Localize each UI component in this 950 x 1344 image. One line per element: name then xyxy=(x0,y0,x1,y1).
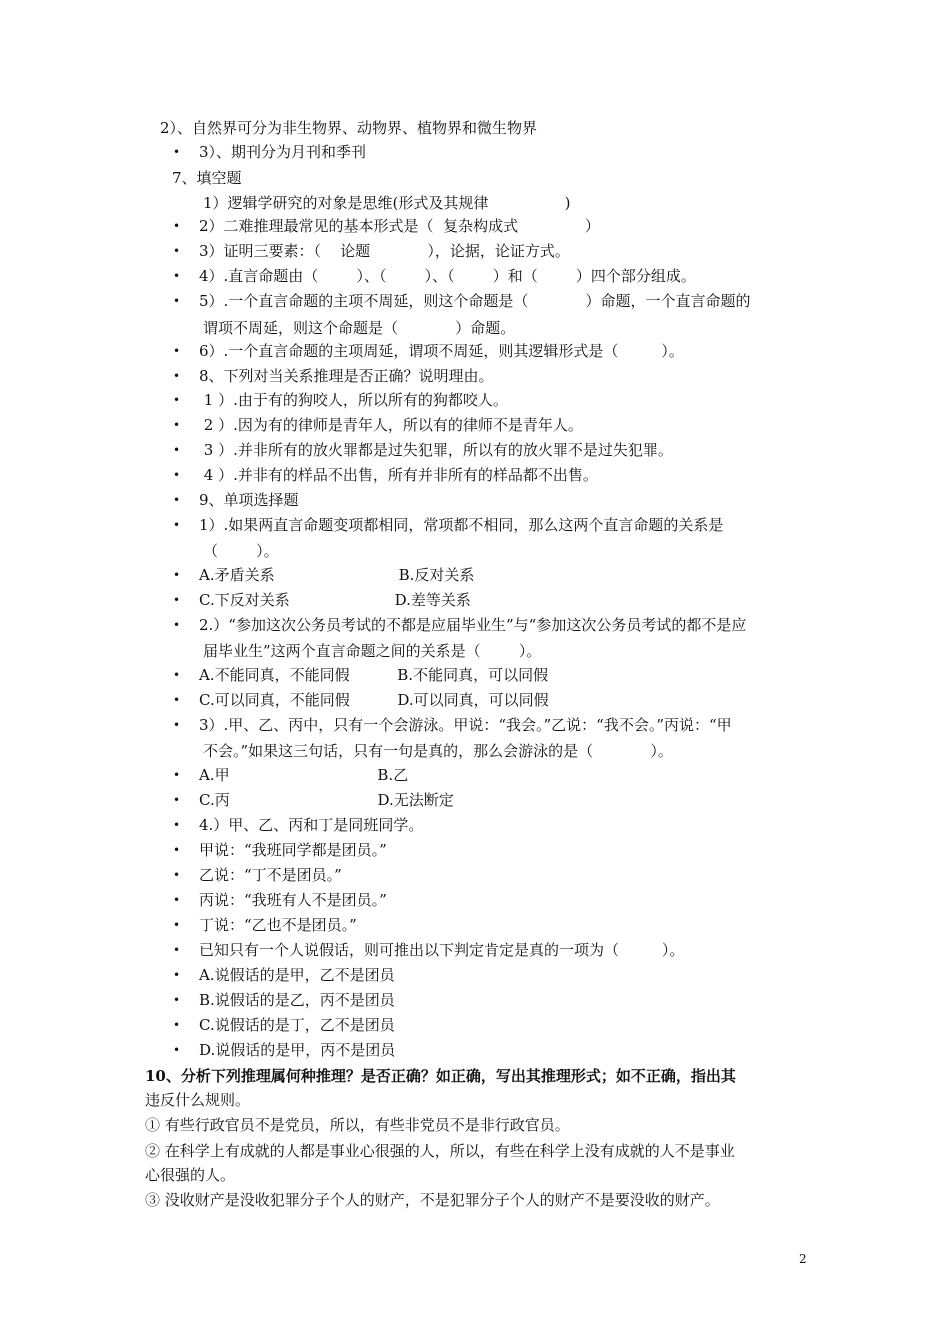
text-line: 3）.甲、乙、丙中，只有一个会游泳。甲说：“我会。”乙说：“我不会。”丙说：“甲 xyxy=(199,716,732,734)
bullet-icon: • xyxy=(173,943,181,957)
bullet-icon: • xyxy=(173,145,181,159)
text-line: 2）、自然界可分为非生物界、动物界、植物界和微生物界 xyxy=(160,119,538,137)
text-line: 2）二难推理最常见的基本形式是（ 复杂构成式 ） xyxy=(199,217,600,235)
text-line: 3）证明三要素：（ 论题 ），论据，论证方式。 xyxy=(199,242,570,260)
section-heading: 7、填空题 xyxy=(172,169,242,187)
text-line: 6）.一个直言命题的主项周延，谓项不周延，则其逻辑形式是（ ）。 xyxy=(199,342,684,360)
bullet-icon: • xyxy=(173,818,181,832)
bullet-icon: • xyxy=(173,468,181,482)
text-line: 届毕业生”这两个直言命题之间的关系是（ ）。 xyxy=(203,642,542,660)
bullet-icon: • xyxy=(173,294,181,308)
bullet-icon: • xyxy=(173,568,181,582)
section-heading: 10、分析下列推理属何种推理？是否正确？如正确，写出其推理形式；如不正确，指出其 xyxy=(145,1067,736,1085)
text-line: 4.）甲、乙、丙和丁是同班同学。 xyxy=(199,816,424,834)
bullet-icon: • xyxy=(173,369,181,383)
bullet-icon: • xyxy=(173,893,181,907)
text-line: 违反什么规则。 xyxy=(145,1091,251,1109)
section-heading: 8、下列对当关系推理是否正确？说明理由。 xyxy=(199,367,494,385)
page-number: 2 xyxy=(799,1252,807,1266)
text-line: ① 有些行政官员不是党员，所以，有些非党员不是非行政官员。 xyxy=(145,1116,570,1134)
choice-line: B.说假话的是乙，丙不是团员 xyxy=(199,991,395,1009)
choice-line: C.下反对关系 D.差等关系 xyxy=(199,591,471,609)
text-line: ② 在科学上有成就的人都是事业心很强的人，所以，有些在科学上没有成就的人不是事业 xyxy=(145,1142,735,1160)
bullet-icon: • xyxy=(173,618,181,632)
text-line: 丙说：“我班有人不是团员。” xyxy=(199,891,387,909)
bullet-icon: • xyxy=(173,393,181,407)
bullet-icon: • xyxy=(173,1018,181,1032)
choice-line: D.说假话的是甲，丙不是团员 xyxy=(199,1041,396,1059)
bullet-icon: • xyxy=(173,244,181,258)
text-line: 甲说：“我班同学都是团员。” xyxy=(199,841,387,859)
choice-line: A.说假话的是甲，乙不是团员 xyxy=(199,966,395,984)
text-line: 2 ）.因为有的律师是青年人，所以有的律师不是青年人。 xyxy=(199,416,583,434)
bullet-icon: • xyxy=(173,793,181,807)
choice-line: C.可以同真，不能同假 D.可以同真，可以同假 xyxy=(199,691,549,709)
bullet-icon: • xyxy=(173,418,181,432)
text-line: 3 ）.并非所有的放火罪都是过失犯罪，所以有的放火罪不是过失犯罪。 xyxy=(199,441,673,459)
bullet-icon: • xyxy=(173,843,181,857)
text-line: （ ）。 xyxy=(203,542,279,560)
text-line: 1）.如果两直言命题变项都相同，常项都不相同，那么这两个直言命题的关系是 xyxy=(199,516,724,534)
bullet-icon: • xyxy=(173,668,181,682)
bullet-icon: • xyxy=(173,593,181,607)
text-line: 乙说：“丁不是团员。” xyxy=(199,866,342,884)
bullet-icon: • xyxy=(173,868,181,882)
choice-line: A.矛盾关系 B.反对关系 xyxy=(199,566,475,584)
text-line: 4 ）.并非有的样品不出售，所有并非所有的样品都不出售。 xyxy=(199,466,598,484)
text-line: 丁说：“乙也不是团员。” xyxy=(199,916,357,934)
choice-line: A.甲 B.乙 xyxy=(199,766,409,784)
text-line: 不会。”如果这三句话，只有一句是真的，那么会游泳的是（ ）。 xyxy=(203,742,673,760)
text-line: 1 ）.由于有的狗咬人，所以所有的狗都咬人。 xyxy=(199,391,508,409)
bullet-icon: • xyxy=(173,918,181,932)
text-line: 谓项不周延，则这个命题是（ ）命题。 xyxy=(203,319,516,337)
text-line: 心很强的人。 xyxy=(145,1166,236,1184)
bullet-icon: • xyxy=(173,693,181,707)
text-line: 5）.一个直言命题的主项不周延，则这个命题是（ ）命题，一个直言命题的 xyxy=(199,292,751,310)
bullet-icon: • xyxy=(173,493,181,507)
choice-line: C.丙 D.无法断定 xyxy=(199,791,454,809)
bullet-icon: • xyxy=(173,1043,181,1057)
bullet-icon: • xyxy=(173,344,181,358)
bullet-icon: • xyxy=(173,968,181,982)
bullet-icon: • xyxy=(173,718,181,732)
section-heading: 9、单项选择题 xyxy=(199,491,299,509)
bullet-icon: • xyxy=(173,768,181,782)
text-line: 1）逻辑学研究的对象是思维(形式及其规律 ) xyxy=(203,194,571,212)
text-line: ③ 没收财产是没收犯罪分子个人的财产，不是犯罪分子个人的财产不是要没收的财产。 xyxy=(145,1191,720,1209)
bullet-icon: • xyxy=(173,518,181,532)
text-line: 已知只有一个人说假话，则可推出以下判定肯定是真的一项为（ ）。 xyxy=(199,941,685,959)
choice-line: A.不能同真，不能同假 B.不能同真，可以同假 xyxy=(199,666,549,684)
text-line: 4）.直言命题由（ ）、（ ）、（ ）和（ ）四个部分组成。 xyxy=(199,267,696,285)
text-line: 2.）“参加这次公务员考试的不都是应届毕业生”与“参加这次公务员考试的都不是应 xyxy=(199,616,747,634)
text-line: 3）、期刊分为月刊和季刊 xyxy=(199,143,367,161)
choice-line: C.说假话的是丁，乙不是团员 xyxy=(199,1016,395,1034)
bullet-icon: • xyxy=(173,993,181,1007)
bullet-icon: • xyxy=(173,443,181,457)
bullet-icon: • xyxy=(173,269,181,283)
bullet-icon: • xyxy=(173,219,181,233)
